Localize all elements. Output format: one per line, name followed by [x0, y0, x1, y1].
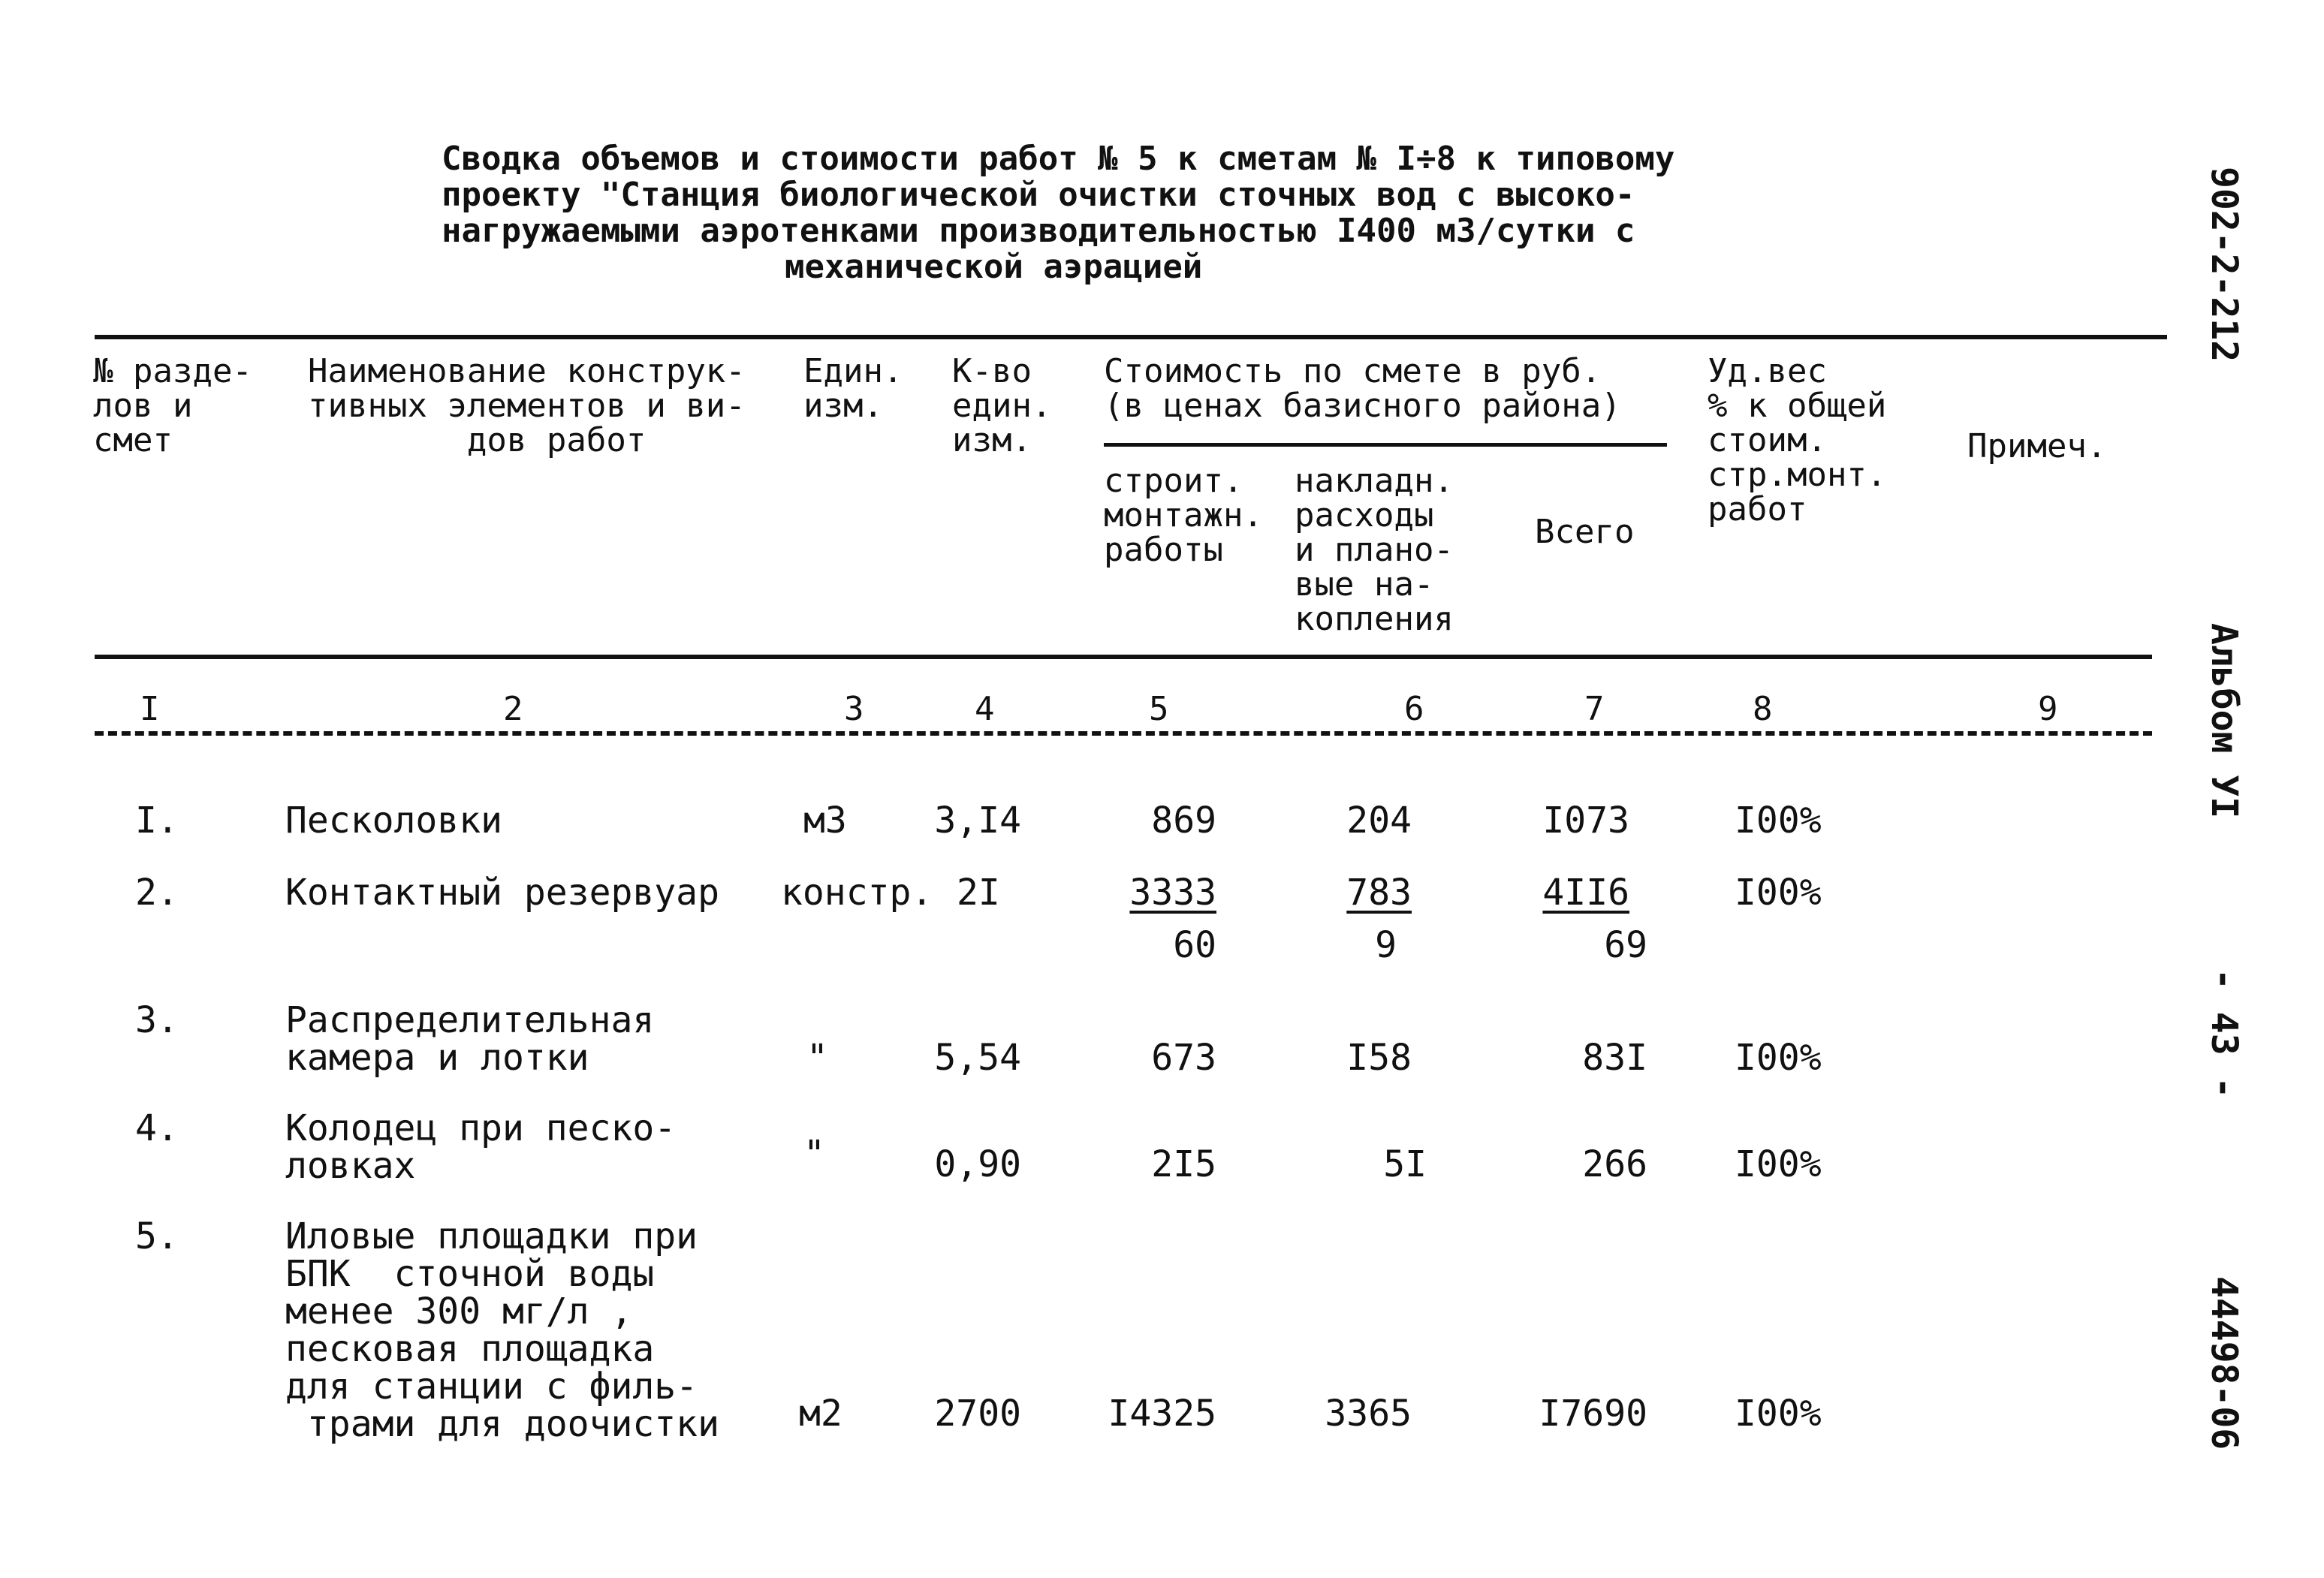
row-2-cost-overhead-sub: 9 — [1375, 924, 1397, 966]
row-3-no: 3. — [135, 999, 179, 1041]
row-3-cost-overhead: I58 — [1346, 1037, 1412, 1079]
header-overhead: накладн. расходы и плано- вые на- копления — [1295, 462, 1454, 638]
row-5-no: 5. — [135, 1215, 179, 1257]
header-unit: Един. изм. — [803, 352, 903, 425]
row-1-unit: м3 — [803, 800, 847, 842]
row-4-cost-construction: 2I5 — [1151, 1143, 1216, 1185]
header-construction-work: строит. монтажн. работы — [1104, 462, 1263, 569]
row-5-qty: 2700 — [934, 1393, 1021, 1435]
row-4-cost-overhead: 5I — [1383, 1143, 1427, 1185]
row-3-qty: 5,54 — [934, 1037, 1021, 1079]
col-number-8: 8 — [1753, 690, 1773, 728]
row-1-qty: 3,I4 — [934, 800, 1021, 842]
side-inventory-number: 44498-06 — [2203, 1276, 2245, 1450]
row-1-share: I00% — [1735, 800, 1822, 842]
header-cost-underline — [1104, 443, 1667, 447]
row-2-name: Контактный резервуар — [285, 872, 719, 914]
row-2-unit: констр. — [781, 872, 933, 914]
row-1-name: Песколовки — [285, 800, 502, 842]
row-4-name: Колодец при песко- ловках — [285, 1107, 677, 1187]
header-cost-group: Стоимость по смете в руб. (в ценах базисного района) — [1104, 352, 1621, 425]
row-2-qty: 2I — [957, 872, 1000, 914]
header-section-no: № разде- лов и смет — [93, 352, 252, 459]
header-share: Уд.вес % к общей стоим. стр.монт. работ — [1708, 352, 1887, 529]
col-number-3: 3 — [844, 690, 864, 728]
row-2-cost-overhead — [1277, 872, 1412, 914]
row-3-cost-construction: 673 — [1151, 1037, 1216, 1079]
row-2-cost-total-value: 4II6 — [1542, 872, 1629, 914]
row-2-no: 2. — [135, 872, 179, 914]
row-3-name: Распределительная камера и лотки — [285, 999, 655, 1079]
row-1-cost-total: I073 — [1542, 800, 1629, 842]
col-number-7: 7 — [1584, 690, 1605, 728]
row-2-cost-total-sub: 69 — [1604, 924, 1647, 966]
header-element-name: Наименование конструк- тивных элементов и ви- дов работ — [308, 352, 746, 459]
row-2-cost-total — [1494, 872, 1629, 914]
title-line-1: Сводка объемов и стоимости работ № 5 к сметам № I÷8 к типовому — [442, 140, 1675, 178]
header-total: Всего — [1535, 513, 1635, 551]
row-4-share: I00% — [1735, 1143, 1822, 1185]
row-5-cost-construction: I4325 — [1108, 1393, 1216, 1435]
row-1-cost-overhead: 204 — [1346, 800, 1412, 842]
row-1-cost-construction: 869 — [1151, 800, 1216, 842]
side-page-number: - 43 - — [2203, 968, 2245, 1099]
row-4-cost-total: 266 — [1582, 1143, 1647, 1185]
col-number-4: 4 — [975, 690, 995, 728]
side-album: Альбом УI — [2203, 623, 2245, 819]
row-5-unit: м2 — [799, 1393, 842, 1435]
column-numbers-dashed-rule — [95, 731, 2152, 736]
table-top-rule — [95, 335, 2167, 339]
row-3-cost-total: 83I — [1582, 1037, 1647, 1079]
row-5-cost-overhead: 3365 — [1325, 1393, 1412, 1435]
row-2-cost-construction-sub: 60 — [1173, 924, 1216, 966]
header-bottom-rule — [95, 655, 2152, 659]
row-3-share: I00% — [1735, 1037, 1822, 1079]
col-number-6: 6 — [1404, 690, 1424, 728]
col-number-1: I — [140, 690, 160, 728]
row-5-cost-total: I7690 — [1539, 1393, 1647, 1435]
col-number-5: 5 — [1149, 690, 1169, 728]
title-line-2: проекту "Станция биологической очистки сточных вод с высоко- — [442, 176, 1635, 214]
row-5-name: Иловые площадки при БПК сточной воды менее 300 мг/л , песковая площадка для станции с филь- трами для доочистки — [285, 1215, 719, 1445]
header-notes: Примеч. — [1967, 427, 2107, 465]
row-2-cost-construction-value: 3333 — [1129, 872, 1216, 914]
header-quantity: К-во един. изм. — [952, 352, 1052, 459]
col-number-2: 2 — [503, 690, 523, 728]
row-5-share: I00% — [1735, 1393, 1822, 1435]
row-4-unit: " — [803, 1133, 825, 1175]
title-line-3: нагружаемыми аэротенками производительностью I400 м3/сутки с — [442, 212, 1635, 250]
row-4-no: 4. — [135, 1107, 179, 1149]
row-3-unit: " — [806, 1037, 828, 1079]
row-2-share: I00% — [1735, 872, 1822, 914]
row-4-qty: 0,90 — [934, 1143, 1021, 1185]
row-2-cost-overhead-value: 783 — [1346, 872, 1412, 914]
row-2-cost-construction — [1081, 872, 1216, 914]
side-project-code: 902-2-212 — [2203, 167, 2245, 363]
col-number-9: 9 — [2038, 690, 2058, 728]
row-1-no: I. — [135, 800, 179, 842]
title-line-4: механической аэрацией — [785, 248, 1203, 286]
